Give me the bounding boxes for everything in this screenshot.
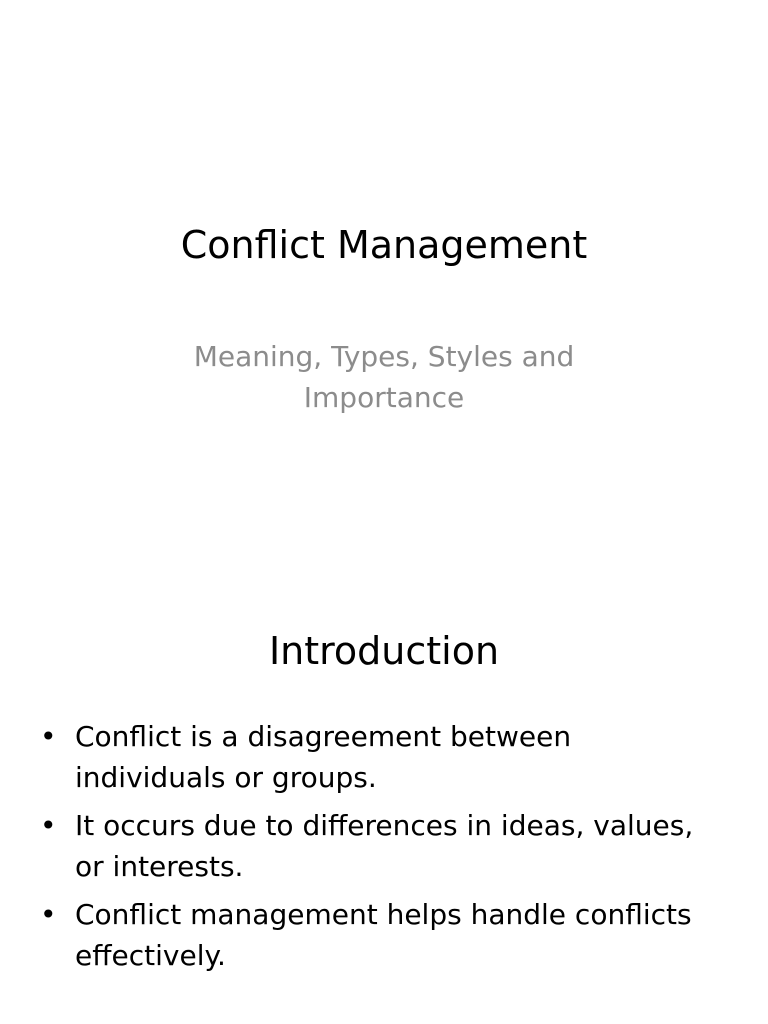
bullet-icon: • [40,898,57,931]
presentation-title: Conflict Management [180,223,588,267]
bullet-icon: • [40,809,57,842]
bullet-text: Conflict is a disagreement between individuals or groups. [75,720,572,794]
list-item [40,716,730,798]
slide-title: Introduction [268,629,500,673]
bullet-text: It occurs due to differences in ideas, values, or interests. [75,809,694,883]
bullet-text: Conflict management helps handle conflicts effectively. [75,898,692,972]
presentation-subtitle: Meaning, Types, Styles and Importance [193,340,575,414]
introduction-slide [0,576,768,1024]
bullet-icon: • [40,720,57,753]
list-item [40,894,730,976]
list-item [40,805,730,887]
bullet-list [40,716,730,983]
